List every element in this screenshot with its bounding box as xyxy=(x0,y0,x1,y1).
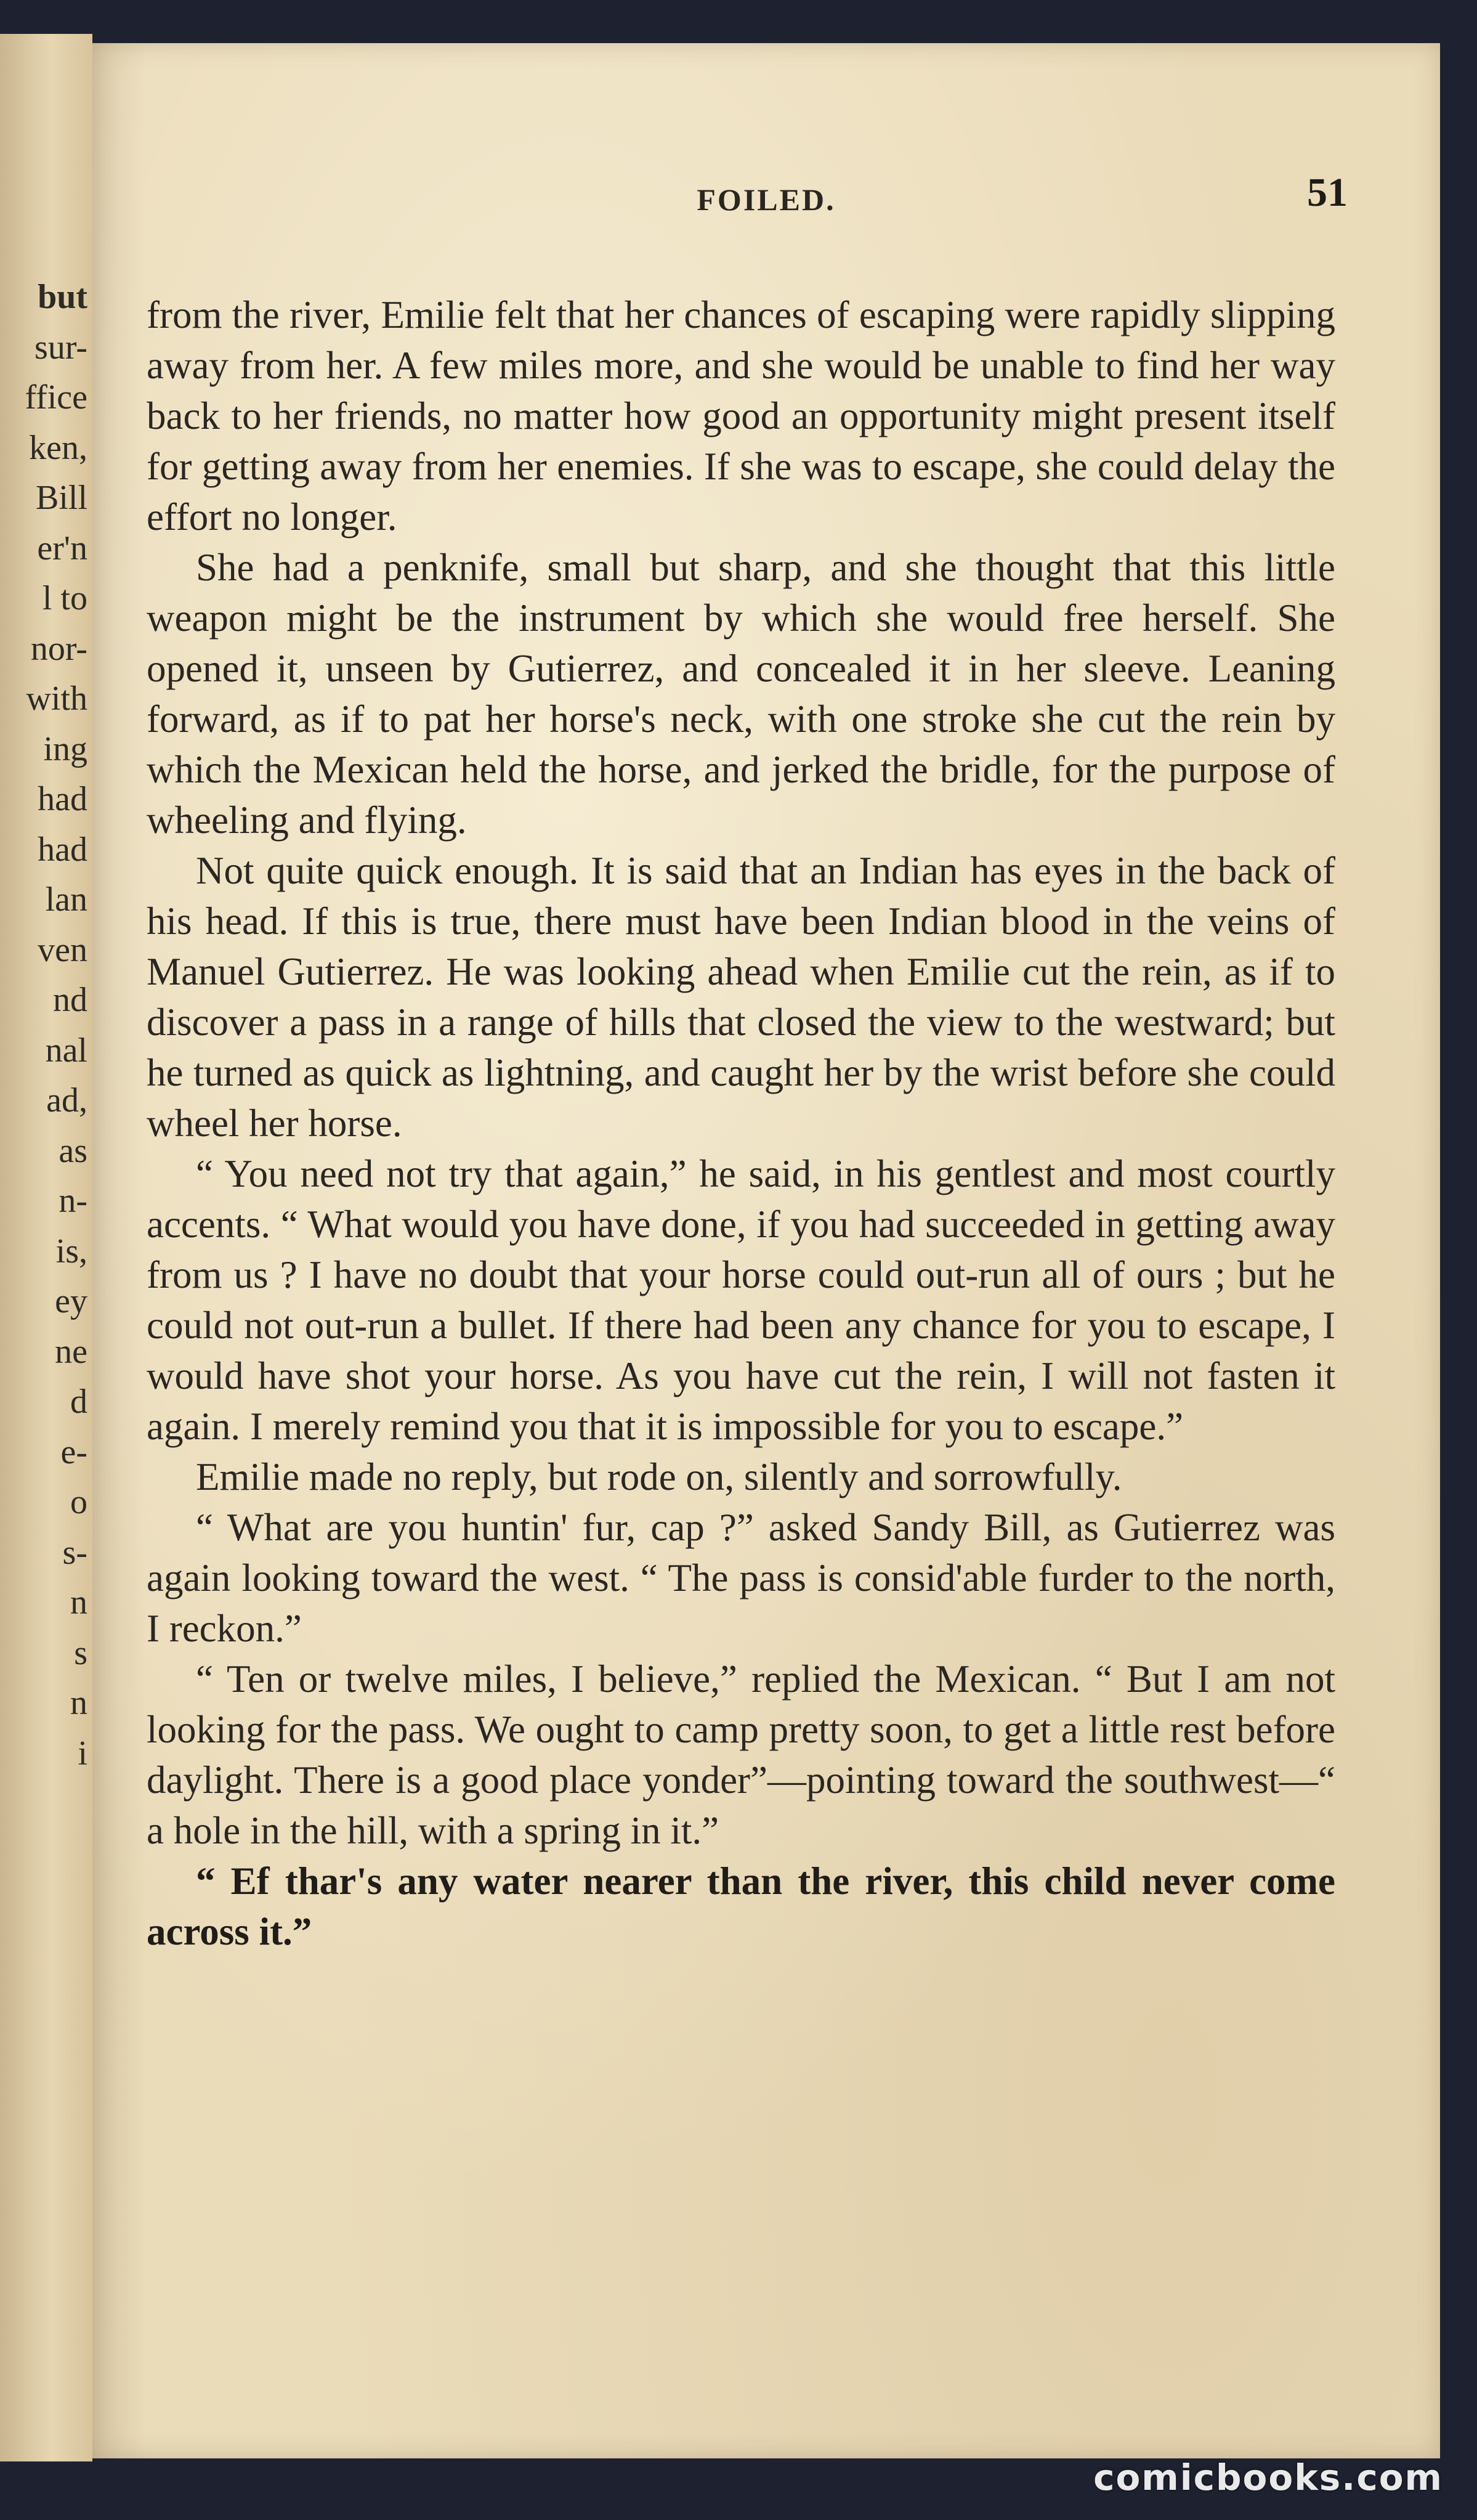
facing-page-fragment: nd xyxy=(53,981,87,1019)
paragraph-8: “ Ef thar's any water nearer than the river, this child never come across it.” xyxy=(147,1860,1335,1953)
facing-page-fragment: as xyxy=(59,1132,87,1170)
facing-page-fragment: but xyxy=(38,278,87,316)
facing-page-fragment: n xyxy=(70,1583,87,1622)
facing-page-fragment: n- xyxy=(59,1182,87,1220)
paragraph-1: from the river, Emilie felt that her chances of escaping were rapidly slipping away from her. A few miles more, and she would be unable to find her way back to her friends, no matter how good an opportunity might present itself for getting away from her enemies. If she was to escape, she could delay the effort no longer. xyxy=(147,293,1335,539)
facing-page-fragment: ad, xyxy=(46,1081,87,1120)
facing-page-fragment: with xyxy=(26,680,87,718)
page-number: 51 xyxy=(1307,170,1348,215)
facing-page-fragment: ffice xyxy=(25,378,87,417)
facing-page-edge xyxy=(0,34,92,2461)
facing-page-fragment: i xyxy=(78,1734,87,1773)
facing-page-fragment: ing xyxy=(43,730,87,768)
facing-page-fragment: nor- xyxy=(30,630,87,668)
facing-page-fragment: ne xyxy=(55,1333,87,1371)
book-page xyxy=(92,43,1440,2458)
facing-page-fragment: lan xyxy=(45,880,87,919)
facing-page-fragment: ken, xyxy=(29,429,87,467)
facing-page-fragment: is, xyxy=(55,1232,87,1270)
paragraph-5: Emilie made no reply, but rode on, silently and sorrowfully. xyxy=(196,1455,1122,1498)
paragraph-6: “ What are you huntin' fur, cap ?” asked Sandy Bill, as Gutierrez was again looking toward the west. “ The pass is consid'able furder to the north, I reckon.” xyxy=(147,1506,1335,1650)
facing-page-fragment: l to xyxy=(42,579,87,617)
facing-page-fragment: had xyxy=(38,780,87,818)
facing-page-fragment: n xyxy=(70,1684,87,1722)
facing-page-fragment: sur- xyxy=(34,328,87,367)
paragraph-3: Not quite quick enough. It is said that an Indian has eyes in the back of his head. If this is true, there must have been Indian blood in the veins of Manuel Gutierrez. He was looking ahead when Emilie cut the rein, as if to discover a pass in a range of hills that closed the view to the westward; but he turned as quick as lightning, and caught her by the wrist before she could wheel her horse. xyxy=(147,849,1335,1145)
paragraph-7: “ Ten or twelve miles, I believe,” replied the Mexican. “ But I am not looking for the pass. We ought to camp pretty soon, to get a little rest before daylight. There is a good place yonder”—pointing toward the southwest—“ a hole in the hill, with a spring in it.” xyxy=(147,1657,1335,1852)
facing-page-fragment: Bill xyxy=(35,479,87,517)
facing-page-fragment: ven xyxy=(38,931,87,969)
facing-page-fragment: e- xyxy=(60,1433,87,1471)
facing-page-fragment: s- xyxy=(62,1534,87,1572)
paragraph-4: “ You need not try that again,” he said, in his gentlest and most courtly accents. “ What would you have done, if you had succeeded in getting away from us ? I have no doubt that your horse could out-run all of ours ; but he could not out-run a bullet. If there had been any chance for you to escape, I would have shot your horse. As you have cut the rein, I will not fasten it again. I merely remind you that it is impossible for you to escape.” xyxy=(147,1152,1335,1448)
running-head: FOILED. xyxy=(697,182,836,217)
paragraph-2: She had a penknife, small but sharp, and she thought that this little weapon might be the instrument by which she would free herself. She opened it, unseen by Gutierrez, and concealed it in her sleeve. Leaning forward, as if to pat her horse's neck, with one stroke she cut the rein by which the Mexican held the horse, and jerked the bridle, for the purpose of wheeling and flying. xyxy=(147,546,1335,842)
facing-page-fragment: s xyxy=(74,1634,87,1672)
facing-page-fragment: er'n xyxy=(37,529,87,567)
facing-page-fragment: had xyxy=(38,831,87,869)
facing-page-fragment: d xyxy=(70,1383,87,1421)
facing-page-fragment: ey xyxy=(55,1282,87,1320)
watermark: comicbooks.com xyxy=(1093,2457,1443,2498)
facing-page-fragment: nal xyxy=(45,1031,87,1070)
body-text xyxy=(147,290,1335,1957)
facing-page-fragment: o xyxy=(70,1483,87,1521)
